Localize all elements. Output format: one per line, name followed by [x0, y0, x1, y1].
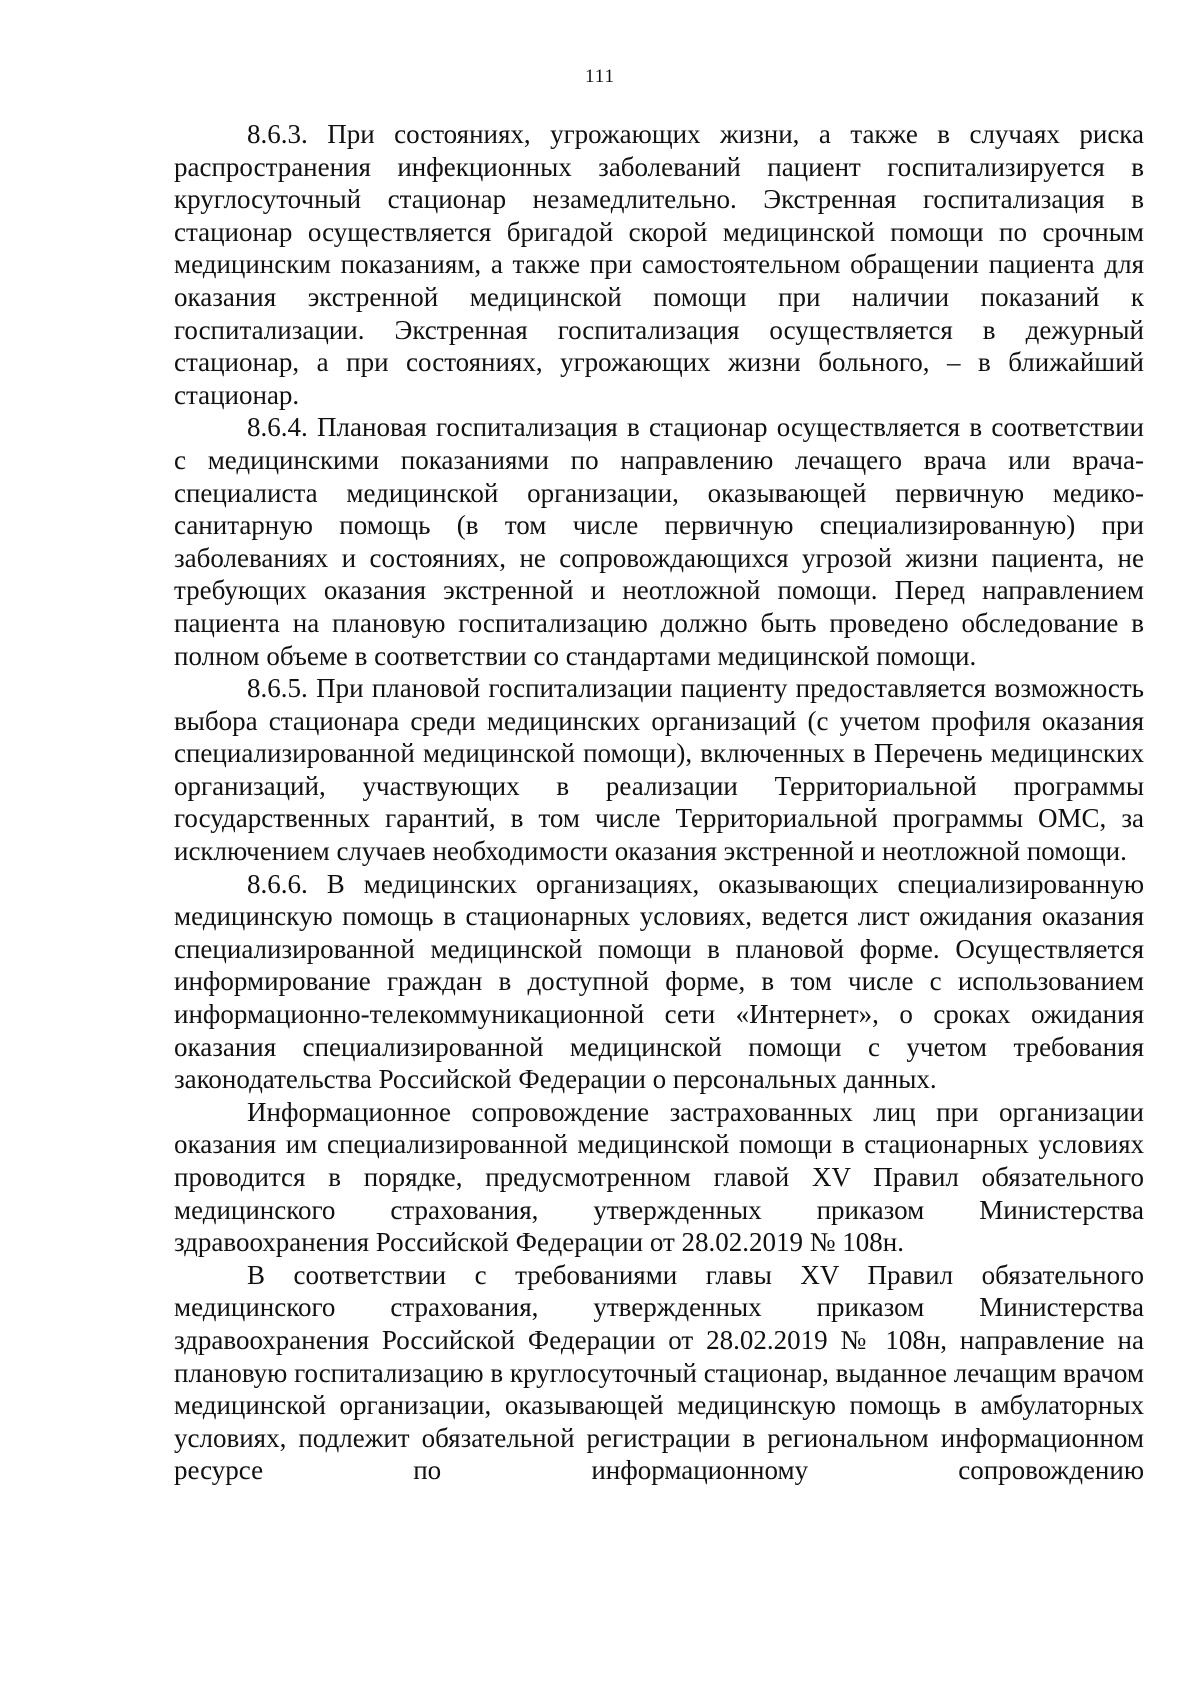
paragraph-8-6-5: 8.6.5. При плановой госпитализации пациенту предоставляется возможность выбора стационара среди медицинских организаций (с учетом профиля оказания специализированной медицинской помощи), включенных в Перечень медицинских организаций, участвующих в реализации Территориальной программы государственных гарантий, в том числе Территориальной программы ОМС, за исключением случаев необходимости оказания экстренной и неотложной помощи. — [174, 673, 1144, 867]
page-number: 111 — [584, 66, 616, 87]
paragraph-8-6-4: 8.6.4. Плановая госпитализация в стационар осуществляется в соответствии с медицинскими показаниями по направлению лечащего врача или врача-специалиста медицинской организации, оказывающей первичную медико-санитарную помощь (в том числе первичную специализированную) при заболеваниях и состояниях, не сопровождающихся угрозой жизни пациента, не требующих оказания экстренной и неотложной помощи. Перед направлением пациента на плановую госпитализацию должно быть проведено обследование в полном объеме в соответствии со стандартами медицинской помощи. — [174, 412, 1144, 671]
paragraph-8-6-6: 8.6.6. В медицинских организациях, оказывающих специализированную медицинскую помощь в стационарных условиях, ведется лист ожидания оказания специализированной медицинской помощи в плановой форме. Осуществляется информирование граждан в доступной форме, в том числе с использованием информационно-телекоммуникационной сети «Интернет», о сроках ожидания оказания специализированной медицинской помощи с учетом требования законодательства Российской Федерации о персональных данных. — [174, 868, 1144, 1095]
paragraph-referral-registration: В соответствии с требованиями главы XV Правил обязательного медицинского страхования, утвержденных приказом Министерства здравоохранения Российской Федерации от 28.02.2019 № 108н, направление на плановую госпитализацию в круглосуточный стационар, выданное лечащим врачом медицинской организации, оказывающей медицинскую помощь в амбулаторных условиях, подлежит обязательной регистрации в региональном информационном ресурсе по информационному сопровождению — [174, 1259, 1144, 1486]
paragraph-8-6-3: 8.6.3. При состояниях, угрожающих жизни, а также в случаях риска распространения инфекционных заболеваний пациент госпитализируется в круглосуточный стационар незамедлительно. Экстренная госпитализация в стационар осуществляется бригадой скорой медицинской помощи по срочным медицинским показаниям, а также при самостоятельном обращении пациента для оказания экстренной медицинской помощи при наличии показаний к госпитализации. Экстренная госпитализация осуществляется в дежурный стационар, а при состояниях, угрожающих жизни больного, – в ближайший стационар. — [174, 119, 1144, 410]
document-body — [174, 118, 1144, 1487]
paragraph-information-support: Информационное сопровождение застрахованных лиц при организации оказания им специализированной медицинской помощи в стационарных условиях проводится в порядке, предусмотренном главой XV Правил обязательного медицинского страхования, утвержденных приказом Министерства здравоохранения Российской Федерации от 28.02.2019 № 108н. — [174, 1096, 1144, 1258]
